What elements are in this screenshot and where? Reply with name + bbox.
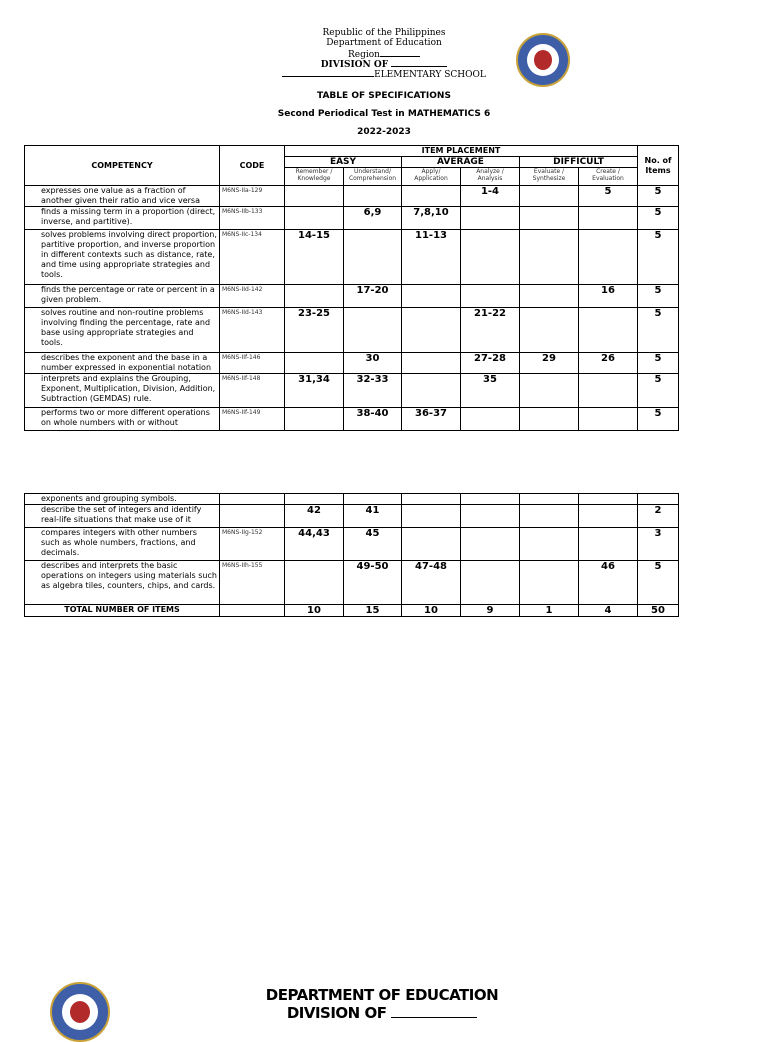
competency-cell: performs two or more different operations on whole numbers with or without <box>25 408 220 431</box>
competency-cell: expresses one value as a fraction of another given their ratio and vice versa <box>25 186 220 207</box>
analyze-cell <box>461 494 520 505</box>
code-cell: M6NS-IIb-133 <box>220 207 285 230</box>
understand-cell: 6,9 <box>344 207 402 230</box>
remember-cell <box>285 207 344 230</box>
header-division-label: DIVISION OF <box>320 60 389 70</box>
evaluate-cell: 29 <box>520 353 579 374</box>
evaluate-cell <box>520 561 579 605</box>
footer-division <box>0 1004 764 1022</box>
code-cell <box>220 505 285 528</box>
items-cell: 5 <box>638 408 679 431</box>
total-label: TOTAL NUMBER OF ITEMS <box>25 605 220 617</box>
understand-cell: 30 <box>344 353 402 374</box>
average-header: AVERAGE <box>402 157 520 168</box>
school-blank <box>282 68 374 77</box>
apply-cell: 11-13 <box>402 230 461 285</box>
table-row <box>25 353 679 374</box>
items-cell: 5 <box>638 308 679 353</box>
remember-cell <box>285 186 344 207</box>
create-cell: 5 <box>579 186 638 207</box>
understand-cell <box>344 308 402 353</box>
create-cell <box>579 207 638 230</box>
evaluate-cell <box>520 528 579 561</box>
total-row <box>25 605 679 617</box>
evaluate-cell <box>520 374 579 408</box>
footer-department: DEPARTMENT OF EDUCATION <box>265 986 499 1004</box>
items-cell: 3 <box>638 528 679 561</box>
code-cell: M6NS-IIf-148 <box>220 374 285 408</box>
header-school <box>0 68 768 80</box>
remember-cell: 42 <box>285 505 344 528</box>
remember-cell: 31,34 <box>285 374 344 408</box>
division-blank <box>391 58 447 67</box>
apply-cell: 36-37 <box>402 408 461 431</box>
table-row <box>25 494 679 505</box>
region-blank <box>380 48 420 57</box>
competency-cell: compares integers with other numbers such as whole numbers, fractions, and decimals. <box>25 528 220 561</box>
competency-cell: finds the percentage or rate or percent in a given problem. <box>25 285 220 308</box>
header-region-label: Region <box>348 50 380 60</box>
header-department: Department of Education <box>326 38 442 48</box>
total-remember: 10 <box>285 605 344 617</box>
evaluate-cell <box>520 505 579 528</box>
total-apply: 10 <box>402 605 461 617</box>
understand-cell: 32-33 <box>344 374 402 408</box>
table-row <box>25 230 679 285</box>
table-row <box>25 308 679 353</box>
remember-cell <box>285 408 344 431</box>
competency-cell: finds a missing term in a proportion (direct, inverse, and partitive). <box>25 207 220 230</box>
analyze-cell: 1-4 <box>461 186 520 207</box>
sub-understand: Understand/ Comprehension <box>344 168 402 186</box>
evaluate-cell <box>520 207 579 230</box>
code-cell <box>220 494 285 505</box>
apply-cell <box>402 528 461 561</box>
understand-cell <box>344 186 402 207</box>
remember-cell: 44,43 <box>285 528 344 561</box>
code-cell: M6NS-IId-142 <box>220 285 285 308</box>
sub-apply: Apply/ Application <box>402 168 461 186</box>
understand-cell: 41 <box>344 505 402 528</box>
table-row <box>25 285 679 308</box>
apply-cell <box>402 494 461 505</box>
header-school-label: ELEMENTARY SCHOOL <box>374 70 486 80</box>
create-cell <box>579 374 638 408</box>
remember-cell: 23-25 <box>285 308 344 353</box>
analyze-cell <box>461 207 520 230</box>
evaluate-cell <box>520 285 579 308</box>
sub-remember: Remember / Knowledge <box>285 168 344 186</box>
understand-cell <box>344 494 402 505</box>
doc-subtitle: Second Periodical Test in MATHEMATICS 6 <box>277 109 491 119</box>
competency-header: COMPETENCY <box>25 146 220 186</box>
tos-table-page1 <box>24 145 679 431</box>
remember-cell <box>285 353 344 374</box>
competency-cell: describe the set of integers and identify real-life situations that make use of it <box>25 505 220 528</box>
competency-cell: describes and interprets the basic operations on integers using materials such as algebra tiles, counters, chips, and cards. <box>25 561 220 605</box>
analyze-cell <box>461 528 520 561</box>
apply-cell: 47-48 <box>402 561 461 605</box>
items-cell <box>638 494 679 505</box>
table-row <box>25 561 679 605</box>
total-analyze: 9 <box>461 605 520 617</box>
no-items-header: No. of Items <box>638 146 679 186</box>
understand-cell: 17-20 <box>344 285 402 308</box>
competency-cell: describes the exponent and the base in a number expressed in exponential notation <box>25 353 220 374</box>
analyze-cell <box>461 230 520 285</box>
create-cell <box>579 494 638 505</box>
create-cell: 46 <box>579 561 638 605</box>
tos-table-page2 <box>24 493 679 617</box>
sub-create: Create / Evaluation <box>579 168 638 186</box>
evaluate-cell <box>520 408 579 431</box>
analyze-cell <box>461 561 520 605</box>
total-items: 50 <box>638 605 679 617</box>
competency-cell: exponents and grouping symbols. <box>25 494 220 505</box>
apply-cell <box>402 505 461 528</box>
code-cell: M6NS-IId-143 <box>220 308 285 353</box>
analyze-cell <box>461 285 520 308</box>
evaluate-cell <box>520 494 579 505</box>
code-cell: M6NS-IIf-149 <box>220 408 285 431</box>
items-cell: 5 <box>638 285 679 308</box>
items-cell: 2 <box>638 505 679 528</box>
item-placement-header: ITEM PLACEMENT <box>285 146 638 157</box>
understand-cell: 38-40 <box>344 408 402 431</box>
apply-cell: 7,8,10 <box>402 207 461 230</box>
deped-seal-icon <box>516 33 570 87</box>
total-evaluate: 1 <box>520 605 579 617</box>
header-republic: Republic of the Philippines <box>322 28 446 38</box>
apply-cell <box>402 353 461 374</box>
apply-cell <box>402 186 461 207</box>
understand-cell: 45 <box>344 528 402 561</box>
code-cell: M6NS-IIc-134 <box>220 230 285 285</box>
evaluate-cell <box>520 308 579 353</box>
code-cell: M6NS-IIa-129 <box>220 186 285 207</box>
table-row <box>25 408 679 431</box>
difficult-header: DIFFICULT <box>520 157 638 168</box>
create-cell <box>579 505 638 528</box>
create-cell: 26 <box>579 353 638 374</box>
remember-cell <box>285 494 344 505</box>
total-create: 4 <box>579 605 638 617</box>
evaluate-cell <box>520 186 579 207</box>
items-cell: 5 <box>638 561 679 605</box>
code-cell: M6NS-IIg-152 <box>220 528 285 561</box>
create-cell <box>579 308 638 353</box>
competency-cell: solves problems involving direct proportion, partitive proportion, and inverse proportion in different contexts such as distance, rate, and time using appropriate strategies and tools. <box>25 230 220 285</box>
school-year: 2022-2023 <box>357 127 411 137</box>
items-cell: 5 <box>638 186 679 207</box>
analyze-cell <box>461 505 520 528</box>
analyze-cell: 27-28 <box>461 353 520 374</box>
apply-cell <box>402 308 461 353</box>
items-cell: 5 <box>638 207 679 230</box>
table-row <box>25 186 679 207</box>
sub-evaluate: Evaluate / Synthesize <box>520 168 579 186</box>
analyze-cell: 21-22 <box>461 308 520 353</box>
remember-cell <box>285 285 344 308</box>
create-cell <box>579 230 638 285</box>
items-cell: 5 <box>638 353 679 374</box>
code-cell: M6NS-IIh-155 <box>220 561 285 605</box>
code-cell: M6NS-IIf-146 <box>220 353 285 374</box>
table-row <box>25 374 679 408</box>
competency-cell: solves routine and non-routine problems involving finding the percentage, rate and base using appropriate strategies and tools. <box>25 308 220 353</box>
table-row <box>25 528 679 561</box>
total-code-cell <box>220 605 285 617</box>
code-header: CODE <box>220 146 285 186</box>
evaluate-cell <box>520 230 579 285</box>
create-cell <box>579 408 638 431</box>
remember-cell <box>285 561 344 605</box>
total-understand: 15 <box>344 605 402 617</box>
items-cell: 5 <box>638 374 679 408</box>
remember-cell: 14-15 <box>285 230 344 285</box>
doc-title: TABLE OF SPECIFICATIONS <box>317 91 451 101</box>
understand-cell <box>344 230 402 285</box>
items-cell: 5 <box>638 230 679 285</box>
easy-header: EASY <box>285 157 402 168</box>
apply-cell <box>402 285 461 308</box>
competency-cell: interprets and explains the Grouping, Exponent, Multiplication, Division, Addition, Subtraction (GEMDAS) rule. <box>25 374 220 408</box>
analyze-cell: 35 <box>461 374 520 408</box>
analyze-cell <box>461 408 520 431</box>
footer-division-label: DIVISION OF <box>286 1004 387 1022</box>
table-row <box>25 505 679 528</box>
create-cell: 16 <box>579 285 638 308</box>
table-row <box>25 207 679 230</box>
apply-cell <box>402 374 461 408</box>
sub-analyze: Analyze / Analysis <box>461 168 520 186</box>
create-cell <box>579 528 638 561</box>
understand-cell: 49-50 <box>344 561 402 605</box>
footer-division-blank <box>391 1005 477 1018</box>
